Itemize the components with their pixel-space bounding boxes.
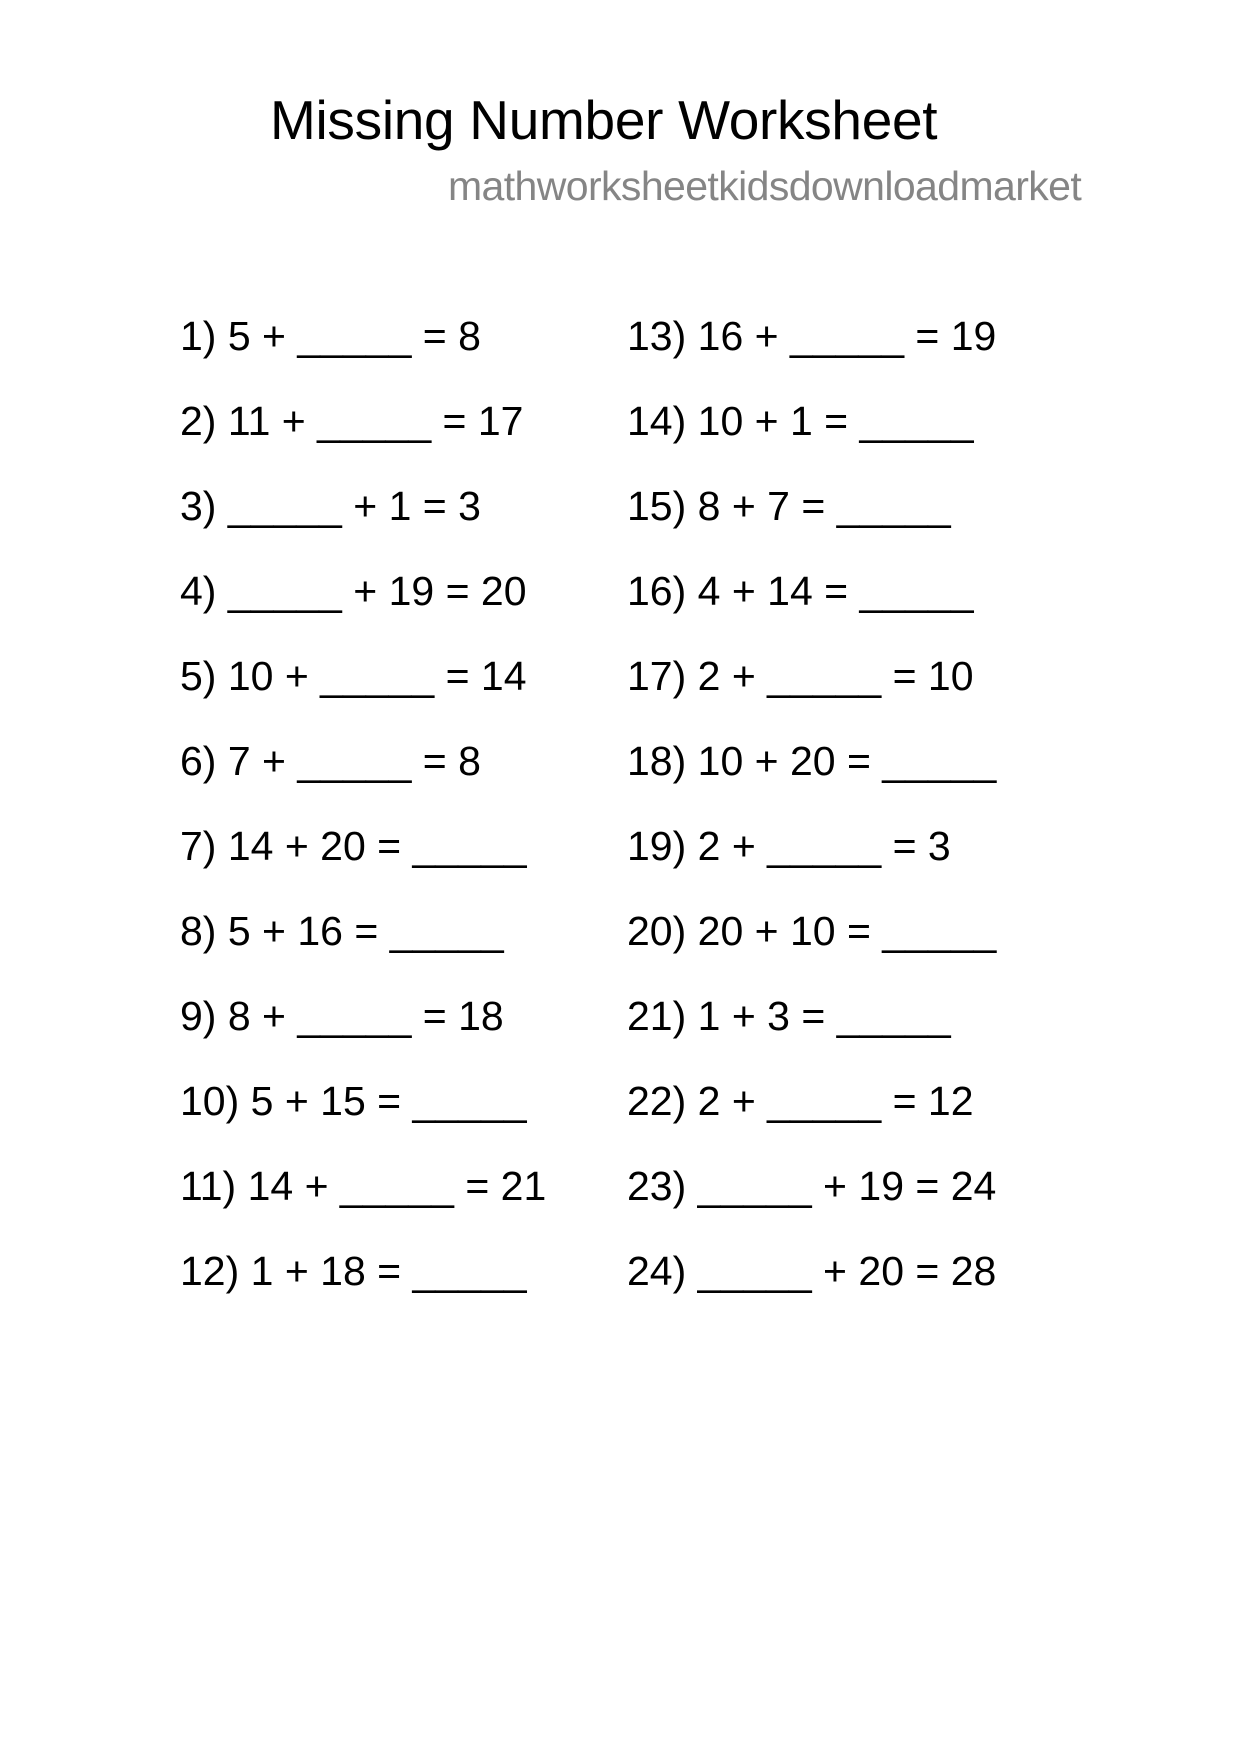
worksheet-source: mathworksheetkidsdownloadmarket bbox=[448, 163, 1082, 209]
problem-item: 12) 1 + 18 = _____ bbox=[180, 1248, 527, 1294]
problem-item: 3) _____ + 1 = 3 bbox=[180, 483, 481, 529]
problem-item: 1) 5 + _____ = 8 bbox=[180, 313, 481, 359]
problem-item: 6) 7 + _____ = 8 bbox=[180, 738, 481, 784]
problem-item: 23) _____ + 19 = 24 bbox=[627, 1163, 997, 1209]
problem-item: 4) _____ + 19 = 20 bbox=[180, 568, 527, 614]
problems-right-column bbox=[627, 306, 996, 1326]
problem-item: 18) 10 + 20 = _____ bbox=[627, 738, 997, 784]
problem-item: 11) 14 + _____ = 21 bbox=[180, 1163, 547, 1209]
problem-item: 24) _____ + 20 = 28 bbox=[627, 1248, 997, 1294]
problems-left-column bbox=[180, 306, 546, 1326]
problem-item: 10) 5 + 15 = _____ bbox=[180, 1078, 527, 1124]
problem-item: 2) 11 + _____ = 17 bbox=[180, 398, 524, 444]
problem-item: 8) 5 + 16 = _____ bbox=[180, 908, 504, 954]
problem-item: 9) 8 + _____ = 18 bbox=[180, 993, 504, 1039]
problem-item: 21) 1 + 3 = _____ bbox=[627, 993, 951, 1039]
problem-item: 16) 4 + 14 = _____ bbox=[627, 568, 974, 614]
problem-item: 17) 2 + _____ = 10 bbox=[627, 653, 974, 699]
problem-item: 15) 8 + 7 = _____ bbox=[627, 483, 951, 529]
problem-item: 5) 10 + _____ = 14 bbox=[180, 653, 527, 699]
problem-item: 14) 10 + 1 = _____ bbox=[627, 398, 974, 444]
worksheet-title: Missing Number Worksheet bbox=[270, 89, 938, 151]
problem-item: 20) 20 + 10 = _____ bbox=[627, 908, 997, 954]
problem-item: 22) 2 + _____ = 12 bbox=[627, 1078, 974, 1124]
problem-item: 7) 14 + 20 = _____ bbox=[180, 823, 527, 869]
problem-item: 19) 2 + _____ = 3 bbox=[627, 823, 951, 869]
problem-item: 13) 16 + _____ = 19 bbox=[627, 313, 997, 359]
